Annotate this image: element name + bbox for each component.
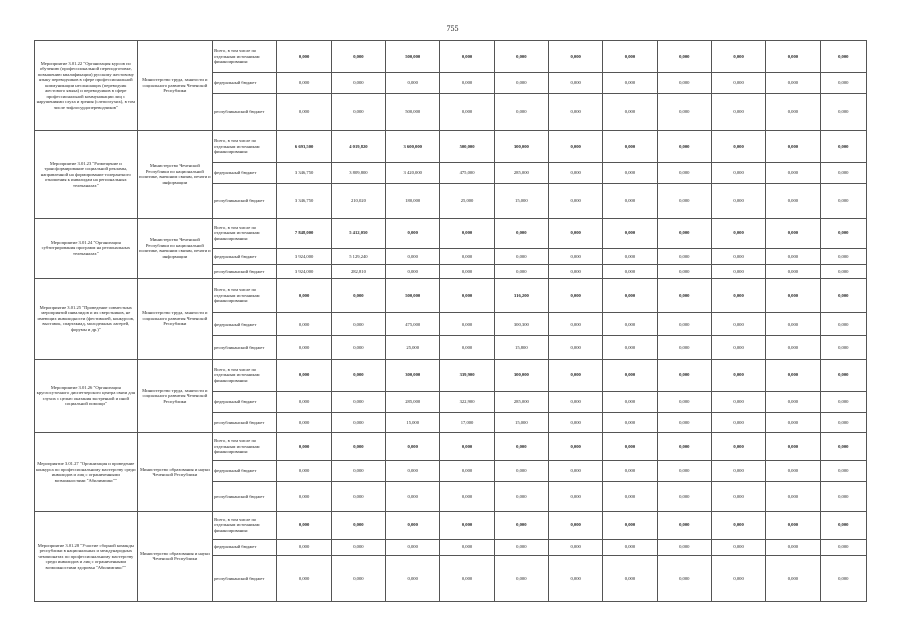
amount-cell: 0,000 [657, 41, 711, 73]
funding-source-label: федеральный бюджет [213, 313, 277, 336]
amount-cell: 282,810 [331, 264, 385, 278]
amount-cell: 0,000 [820, 391, 866, 412]
amount-cell: 0,000 [549, 539, 603, 555]
amount-cell: 0,000 [711, 248, 765, 264]
amount-cell: 0,000 [277, 433, 331, 461]
amount-cell: 0,000 [711, 41, 765, 73]
event-title: Мероприятие 3.01.28 "Участие сборной команды республики в национальных и международных чемпионатах по профессиональному мастерству среди инвалидов и лиц с ограниченными возможностями здоровья "Абилимпикс"" [35, 511, 138, 601]
amount-cell: 0,000 [331, 539, 385, 555]
amount-cell: 6 693,500 [277, 131, 331, 163]
amount-cell: 0,000 [549, 131, 603, 163]
amount-cell: 0,000 [657, 555, 711, 601]
event-executor: Министерство труда, занятости и социального развития Чеченской Республики [137, 359, 212, 433]
amount-cell: 15,800 [494, 336, 548, 359]
event-executor: Министерство образования и науки Чеченской Республики [137, 433, 212, 511]
amount-cell: 0,000 [603, 433, 657, 461]
amount-cell: 0,000 [657, 264, 711, 278]
amount-cell: 285,000 [494, 391, 548, 412]
amount-cell: 500,000 [440, 131, 494, 163]
amount-cell: 3 924,000 [277, 248, 331, 264]
funding-source-label: республиканский бюджет [213, 412, 277, 433]
amount-cell: 5 412,050 [331, 218, 385, 248]
amount-cell: 15,000 [494, 184, 548, 219]
amount-cell: 0,000 [657, 278, 711, 313]
amount-cell: 0,000 [820, 433, 866, 461]
amount-cell: 0,000 [386, 539, 440, 555]
amount-cell: 0,000 [603, 73, 657, 94]
amount-cell: 0,000 [440, 481, 494, 511]
amount-cell: 0,000 [711, 218, 765, 248]
amount-cell: 0,000 [494, 264, 548, 278]
amount-cell: 0,000 [440, 41, 494, 73]
amount-cell: 0,000 [386, 481, 440, 511]
amount-cell: 0,000 [549, 264, 603, 278]
amount-cell: 0,000 [331, 433, 385, 461]
amount-cell: 0,000 [331, 412, 385, 433]
table-row [35, 511, 867, 539]
amount-cell: 0,000 [820, 313, 866, 336]
amount-cell: 0,000 [657, 313, 711, 336]
amount-cell: 3 809,800 [331, 163, 385, 184]
amount-cell: 0,000 [603, 94, 657, 131]
amount-cell: 0,000 [711, 481, 765, 511]
amount-cell: 0,000 [549, 94, 603, 131]
amount-cell: 0,000 [277, 391, 331, 412]
amount-cell: 0,000 [766, 41, 820, 73]
amount-cell: 0,000 [766, 248, 820, 264]
funding-source-label: Всего, в том числе по отдельным источникам финансирования: [213, 511, 277, 539]
amount-cell: 0,000 [440, 248, 494, 264]
amount-cell: 0,000 [440, 433, 494, 461]
amount-cell: 0,000 [603, 41, 657, 73]
amount-cell: 0,000 [440, 218, 494, 248]
amount-cell: 0,000 [277, 511, 331, 539]
amount-cell: 3 924,000 [277, 264, 331, 278]
amount-cell: 0,000 [711, 278, 765, 313]
amount-cell: 0,000 [820, 461, 866, 482]
funding-source-label: Всего, в том числе по отдельным источникам финансирования: [213, 278, 277, 313]
amount-cell: 0,000 [657, 218, 711, 248]
funding-source-label: федеральный бюджет [213, 73, 277, 94]
event-title: Мероприятие 3.01.26 "Организация круглосуточного диспетчерского центра связи для глухих с целью оказания экстренной и иной социальной помощи" [35, 359, 138, 433]
funding-source-label: республиканский бюджет [213, 184, 277, 219]
amount-cell: 0,000 [440, 539, 494, 555]
amount-cell: 0,000 [386, 461, 440, 482]
amount-cell: 0,000 [711, 131, 765, 163]
event-title: Мероприятие 3.01.24 "Организация субтитрирования программ на региональных телеканалах" [35, 218, 138, 278]
amount-cell: 0,000 [331, 73, 385, 94]
amount-cell: 0,000 [494, 555, 548, 601]
amount-cell: 0,000 [331, 94, 385, 131]
budget-table [34, 40, 867, 602]
amount-cell: 300,000 [494, 359, 548, 391]
amount-cell: 0,000 [603, 184, 657, 219]
amount-cell: 0,000 [711, 359, 765, 391]
amount-cell: 0,000 [820, 248, 866, 264]
amount-cell: 0,000 [549, 163, 603, 184]
amount-cell: 0,000 [549, 412, 603, 433]
amount-cell: 0,000 [549, 313, 603, 336]
funding-source-label: Всего, в том числе по отдельным источникам финансирования: [213, 218, 277, 248]
amount-cell: 0,000 [549, 218, 603, 248]
amount-cell: 0,000 [331, 41, 385, 73]
amount-cell: 0,000 [766, 461, 820, 482]
amount-cell: 15,000 [386, 412, 440, 433]
amount-cell: 0,000 [277, 539, 331, 555]
amount-cell: 25,000 [386, 336, 440, 359]
amount-cell: 0,000 [549, 73, 603, 94]
amount-cell: 0,000 [277, 336, 331, 359]
amount-cell: 0,000 [549, 278, 603, 313]
amount-cell: 0,000 [711, 539, 765, 555]
amount-cell: 0,000 [440, 555, 494, 601]
amount-cell: 0,000 [766, 336, 820, 359]
amount-cell: 0,000 [657, 412, 711, 433]
amount-cell: 285,000 [494, 163, 548, 184]
amount-cell: 0,000 [440, 278, 494, 313]
funding-source-label: республиканский бюджет [213, 94, 277, 131]
amount-cell: 0,000 [277, 481, 331, 511]
amount-cell: 7 848,000 [277, 218, 331, 248]
funding-source-label: Всего, в том числе по отдельным источникам финансирования: [213, 131, 277, 163]
amount-cell: 0,000 [440, 461, 494, 482]
amount-cell: 0,000 [820, 412, 866, 433]
amount-cell: 0,000 [820, 94, 866, 131]
amount-cell: 0,000 [549, 433, 603, 461]
amount-cell: 0,000 [657, 184, 711, 219]
amount-cell: 3 600,000 [386, 131, 440, 163]
funding-source-label: Всего, в том числе по отдельным источникам финансирования: [213, 433, 277, 461]
table-row [35, 41, 867, 73]
event-title: Мероприятие 3.01.22 "Организация курсов по обучению (профессиональной переподготовке, повышению квалификации) русскому жестовому языку переводчиков в сфере профессиональной коммуникации неслышащих (переводчик жестового языка) и переводчиков в сфере профессиональной коммуникации лиц с нарушениями слуха и зрения (слепоглухих), в том числе тифлосурдопереводчиков" [35, 41, 138, 131]
amount-cell: 0,000 [603, 555, 657, 601]
amount-cell: 0,000 [386, 555, 440, 601]
amount-cell: 0,000 [603, 218, 657, 248]
amount-cell: 0,000 [657, 391, 711, 412]
amount-cell: 0,000 [820, 539, 866, 555]
amount-cell: 0,000 [277, 412, 331, 433]
amount-cell: 0,000 [277, 461, 331, 482]
amount-cell: 0,000 [603, 412, 657, 433]
amount-cell: 0,000 [711, 511, 765, 539]
amount-cell: 0,000 [766, 131, 820, 163]
event-executor: Министерство труда, занятости и социального развития Чеченской Республики [137, 278, 212, 359]
amount-cell: 3 346,750 [277, 184, 331, 219]
amount-cell: 0,000 [331, 511, 385, 539]
event-title: Мероприятие 3.01.23 "Размещение и трансформирование социальной рекламы, направленной на формирование толерантного отношения к инвалидам на региональных телеканалах" [35, 131, 138, 219]
amount-cell: 0,000 [386, 511, 440, 539]
amount-cell: 0,000 [657, 481, 711, 511]
event-executor: Министерство образования и науки Чеченской Республики [137, 511, 212, 601]
amount-cell: 0,000 [820, 264, 866, 278]
amount-cell: 0,000 [766, 511, 820, 539]
amount-cell: 0,000 [657, 539, 711, 555]
page-number: 755 [446, 24, 459, 33]
amount-cell: 300,000 [386, 359, 440, 391]
funding-source-label: федеральный бюджет [213, 248, 277, 264]
amount-cell: 0,000 [657, 163, 711, 184]
amount-cell: 0,000 [277, 359, 331, 391]
amount-cell: 0,000 [549, 461, 603, 482]
amount-cell: 0,000 [603, 131, 657, 163]
funding-source-label: федеральный бюджет [213, 539, 277, 555]
amount-cell: 0,000 [820, 73, 866, 94]
amount-cell: 0,000 [494, 41, 548, 73]
amount-cell: 285,000 [386, 391, 440, 412]
amount-cell: 0,000 [603, 264, 657, 278]
amount-cell: 500,000 [386, 278, 440, 313]
amount-cell: 0,000 [277, 278, 331, 313]
amount-cell: 0,000 [657, 433, 711, 461]
amount-cell: 0,000 [820, 131, 866, 163]
amount-cell: 180,000 [386, 184, 440, 219]
event-title: Мероприятие 3.01.25 "Проведение совместных мероприятий инвалидов и их сверстников, не имеющих инвалидности (фестивалей, конкурсов, выставок, спартакиад, молодежных лагерей, форумы и др.)" [35, 278, 138, 359]
amount-cell: 0,000 [277, 73, 331, 94]
amount-cell: 0,000 [820, 218, 866, 248]
amount-cell: 0,000 [820, 336, 866, 359]
amount-cell: 3 420,000 [386, 163, 440, 184]
table-row [35, 218, 867, 248]
amount-cell: 0,000 [386, 218, 440, 248]
amount-cell: 0,000 [331, 336, 385, 359]
amount-cell: 15,000 [494, 412, 548, 433]
amount-cell: 0,000 [657, 359, 711, 391]
amount-cell: 0,000 [766, 163, 820, 184]
amount-cell: 17,000 [440, 412, 494, 433]
amount-cell: 0,000 [277, 41, 331, 73]
amount-cell: 25,000 [440, 184, 494, 219]
amount-cell: 0,000 [386, 433, 440, 461]
amount-cell: 0,000 [331, 313, 385, 336]
amount-cell: 4 019,820 [331, 131, 385, 163]
amount-cell: 0,000 [386, 73, 440, 94]
amount-cell: 0,000 [440, 511, 494, 539]
amount-cell: 0,000 [711, 461, 765, 482]
amount-cell: 0,000 [766, 555, 820, 601]
amount-cell: 0,000 [820, 555, 866, 601]
amount-cell: 0,000 [711, 313, 765, 336]
amount-cell: 0,000 [657, 94, 711, 131]
amount-cell: 322,900 [440, 391, 494, 412]
amount-cell: 0,000 [766, 313, 820, 336]
amount-cell: 0,000 [331, 555, 385, 601]
amount-cell: 475,000 [440, 163, 494, 184]
amount-cell: 0,000 [440, 73, 494, 94]
amount-cell: 0,000 [711, 264, 765, 278]
amount-cell: 0,000 [494, 461, 548, 482]
amount-cell: 0,000 [766, 94, 820, 131]
amount-cell: 0,000 [331, 481, 385, 511]
amount-cell: 0,000 [440, 264, 494, 278]
amount-cell: 0,000 [494, 433, 548, 461]
amount-cell: 0,000 [603, 278, 657, 313]
amount-cell: 0,000 [277, 313, 331, 336]
amount-cell: 0,000 [603, 313, 657, 336]
amount-cell: 0,000 [549, 359, 603, 391]
amount-cell: 0,000 [603, 248, 657, 264]
amount-cell: 0,000 [603, 511, 657, 539]
amount-cell: 0,000 [657, 131, 711, 163]
funding-source-label: федеральный бюджет [213, 461, 277, 482]
amount-cell: 0,000 [820, 278, 866, 313]
amount-cell: 0,000 [711, 391, 765, 412]
amount-cell: 0,000 [766, 412, 820, 433]
amount-cell: 0,000 [711, 184, 765, 219]
amount-cell: 0,000 [603, 163, 657, 184]
amount-cell: 0,000 [711, 336, 765, 359]
amount-cell: 0,000 [820, 511, 866, 539]
amount-cell: 0,000 [657, 248, 711, 264]
amount-cell: 0,000 [494, 218, 548, 248]
amount-cell: 210,020 [331, 184, 385, 219]
amount-cell: 0,000 [331, 278, 385, 313]
amount-cell: 0,000 [657, 511, 711, 539]
amount-cell: 0,000 [820, 481, 866, 511]
amount-cell: 0,000 [494, 94, 548, 131]
table-body [35, 41, 867, 602]
amount-cell: 0,000 [494, 73, 548, 94]
amount-cell: 0,000 [603, 391, 657, 412]
amount-cell: 0,000 [549, 184, 603, 219]
funding-source-label: федеральный бюджет [213, 163, 277, 184]
amount-cell: 0,000 [549, 248, 603, 264]
amount-cell: 0,000 [820, 163, 866, 184]
amount-cell: 0,000 [711, 163, 765, 184]
funding-source-label: Всего, в том числе по отдельным источникам финансирования: [213, 359, 277, 391]
amount-cell: 0,000 [711, 412, 765, 433]
amount-cell: 300,000 [494, 131, 548, 163]
funding-source-label: республиканский бюджет [213, 264, 277, 278]
amount-cell: 500,000 [386, 94, 440, 131]
amount-cell: 0,000 [766, 391, 820, 412]
amount-cell: 0,000 [494, 511, 548, 539]
amount-cell: 0,000 [494, 539, 548, 555]
amount-cell: 0,000 [766, 539, 820, 555]
event-executor: Министерство Чеченской Республики по национальной политике, внешним связям, печати и информации [137, 131, 212, 219]
amount-cell: 0,000 [549, 481, 603, 511]
amount-cell: 475,000 [386, 313, 440, 336]
amount-cell: 0,000 [549, 336, 603, 359]
amount-cell: 5 129,240 [331, 248, 385, 264]
amount-cell: 0,000 [820, 184, 866, 219]
amount-cell: 0,000 [711, 73, 765, 94]
funding-source-label: республиканский бюджет [213, 481, 277, 511]
amount-cell: 0,000 [386, 248, 440, 264]
funding-source-label: республиканский бюджет [213, 555, 277, 601]
amount-cell: 0,000 [277, 555, 331, 601]
amount-cell: 0,000 [386, 264, 440, 278]
amount-cell: 0,000 [766, 278, 820, 313]
amount-cell: 0,000 [711, 555, 765, 601]
amount-cell: 0,000 [440, 313, 494, 336]
amount-cell: 0,000 [549, 391, 603, 412]
amount-cell: 0,000 [603, 539, 657, 555]
table-row [35, 278, 867, 313]
amount-cell: 0,000 [603, 481, 657, 511]
amount-cell: 0,000 [603, 359, 657, 391]
amount-cell: 0,000 [277, 94, 331, 131]
funding-source-label: Всего, в том числе по отдельным источникам финансирования: [213, 41, 277, 73]
amount-cell: 0,000 [440, 94, 494, 131]
amount-cell: 0,000 [440, 336, 494, 359]
amount-cell: 0,000 [766, 264, 820, 278]
amount-cell: 0,000 [331, 391, 385, 412]
amount-cell: 0,000 [657, 73, 711, 94]
amount-cell: 0,000 [603, 336, 657, 359]
amount-cell: 0,000 [766, 73, 820, 94]
amount-cell: 0,000 [549, 41, 603, 73]
amount-cell: 0,000 [657, 336, 711, 359]
amount-cell: 0,000 [549, 511, 603, 539]
table-row [35, 131, 867, 163]
table-row [35, 359, 867, 391]
amount-cell: 0,000 [766, 433, 820, 461]
amount-cell: 0,000 [549, 555, 603, 601]
event-executor: Министерство Чеченской Республики по национальной политике, внешним связям, печати и информации [137, 218, 212, 278]
amount-cell: 0,000 [766, 359, 820, 391]
funding-source-label: федеральный бюджет [213, 391, 277, 412]
amount-cell: 3 346,750 [277, 163, 331, 184]
amount-cell: 0,000 [603, 461, 657, 482]
amount-cell: 0,000 [494, 248, 548, 264]
amount-cell: 500,000 [386, 41, 440, 73]
amount-cell: 339,900 [440, 359, 494, 391]
event-title: Мероприятие 3.01.27 "Организация и проведение конкурса по профессиональному мастерству среди инвалидов и лиц с ограниченными возможностями "Абилимпикс"" [35, 433, 138, 511]
amount-cell: 0,000 [820, 359, 866, 391]
amount-cell: 0,000 [711, 94, 765, 131]
amount-cell: 0,000 [766, 184, 820, 219]
amount-cell: 316,200 [494, 278, 548, 313]
amount-cell: 0,000 [820, 41, 866, 73]
amount-cell: 0,000 [711, 433, 765, 461]
amount-cell: 0,000 [331, 359, 385, 391]
table-row [35, 433, 867, 461]
amount-cell: 0,000 [494, 481, 548, 511]
amount-cell: 0,000 [766, 218, 820, 248]
funding-source-label: республиканский бюджет [213, 336, 277, 359]
amount-cell: 0,000 [657, 461, 711, 482]
amount-cell: 0,000 [331, 461, 385, 482]
event-executor: Министерство труда, занятости и социального развития Чеченской Республики [137, 41, 212, 131]
amount-cell: 300,300 [494, 313, 548, 336]
amount-cell: 0,000 [766, 481, 820, 511]
